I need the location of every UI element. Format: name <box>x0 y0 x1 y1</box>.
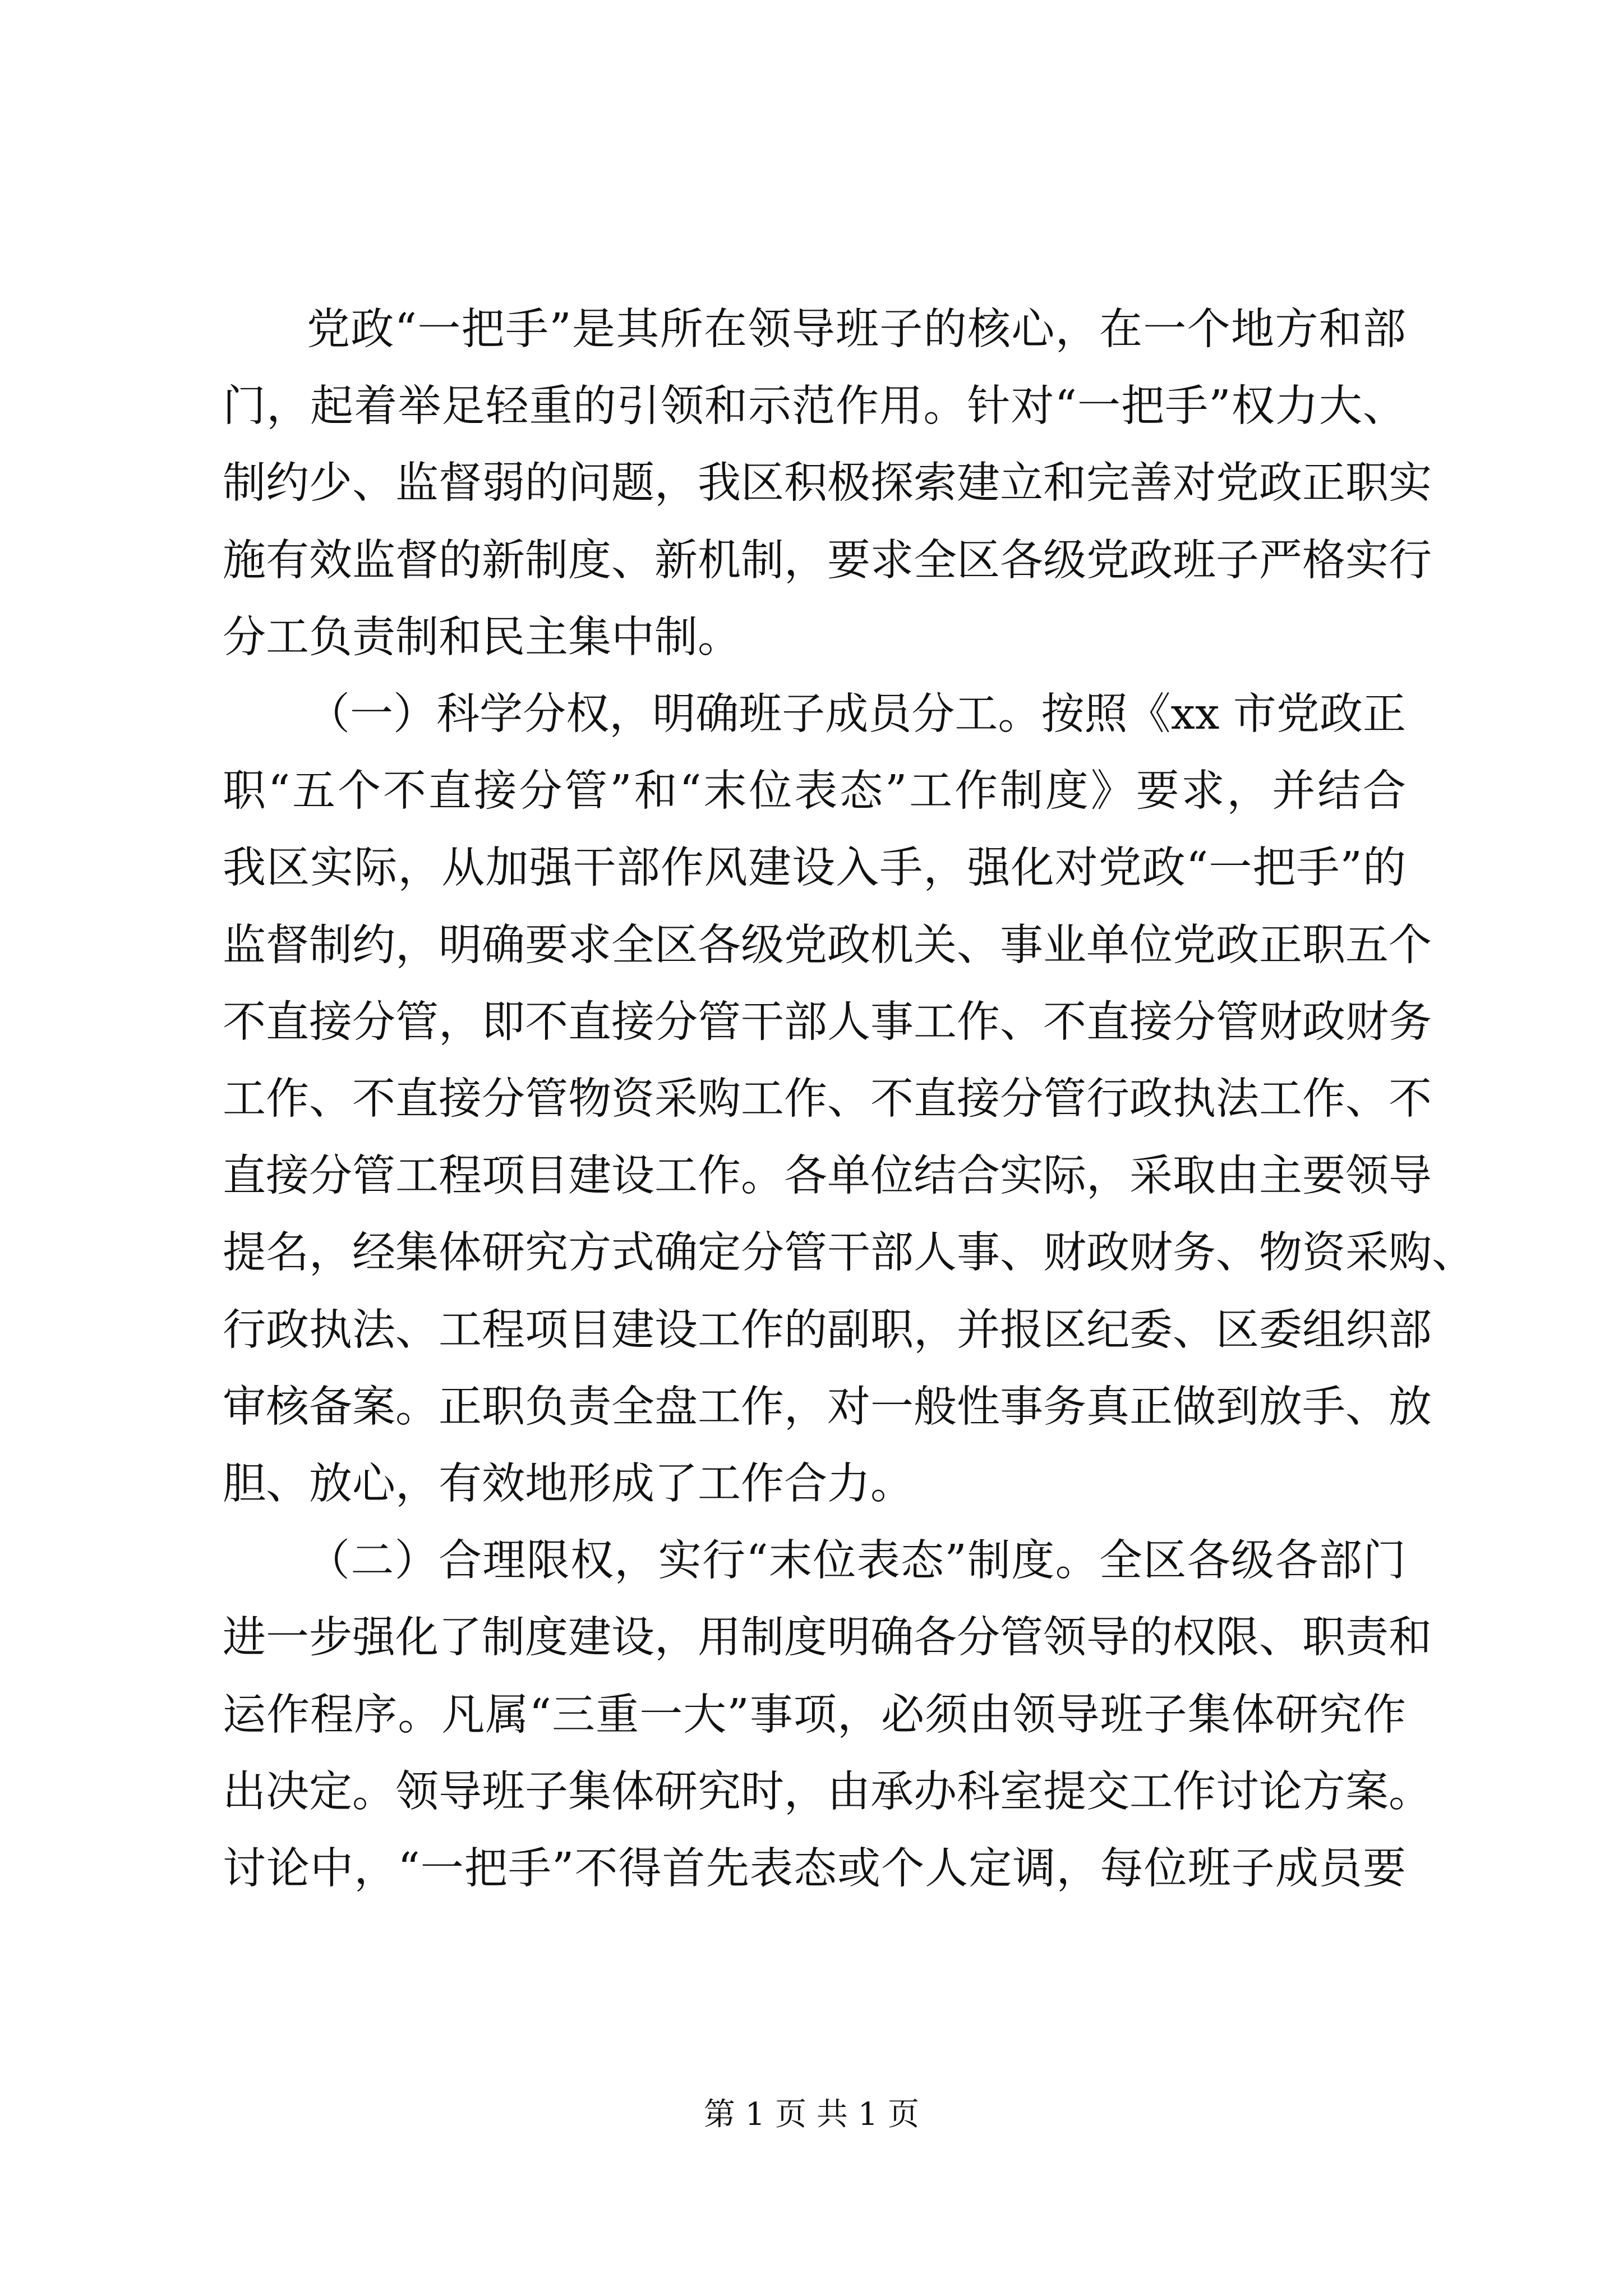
paragraph-1-line-4: 施有效监督的新制度、新机制，要求全区各级党政班子严格实行 <box>223 536 1432 586</box>
paragraph-3-line-2: 进一步强化了制度建设，用制度明确各分管领导的权限、职责和 <box>223 1613 1432 1663</box>
paragraph-3-line-5: 讨论中，“一把手”不得首先表态或个人定调，每位班子成员要 <box>223 1844 1406 1894</box>
paragraph-2-line-8: 提名，经集体研究方式确定分管干部人事、财政财务、物资采购、 <box>223 1228 1475 1278</box>
paragraph-2-line-5: 不直接分管，即不直接分管干部人事工作、不直接分管财政财务 <box>223 997 1432 1047</box>
paragraph-2-line-3: 我区实际，从加强干部作风建设入手，强化对党政“一把手”的 <box>223 843 1406 893</box>
page-number-footer: 第 1 页 共 1 页 <box>703 2096 920 2133</box>
paragraph-2-line-1: （一）科学分权，明确班子成员分工。按照《xx 市党政正 <box>307 689 1406 739</box>
paragraph-2-line-11: 胆、放心，有效地形成了工作合力。 <box>223 1459 914 1509</box>
paragraph-2-line-7: 直接分管工程项目建设工作。各单位结合实际，采取由主要领导 <box>223 1151 1432 1201</box>
paragraph-2-line-10: 审核备案。正职负责全盘工作，对一般性事务真正做到放手、放 <box>223 1382 1432 1432</box>
paragraph-2-line-6: 工作、不直接分管物资采购工作、不直接分管行政执法工作、不 <box>223 1074 1432 1124</box>
paragraph-3-line-3: 运作程序。凡属“三重一大”事项，必须由领导班子集体研究作 <box>223 1690 1406 1740</box>
paragraph-3-line-1: （二）合理限权，实行“末位表态”制度。全区各级各部门 <box>307 1536 1406 1586</box>
paragraph-1-line-3: 制约少、监督弱的问题，我区积极探索建立和完善对党政正职实 <box>223 458 1432 508</box>
paragraph-1-line-2: 门，起着举足轻重的引领和示范作用。针对“一把手”权力大、 <box>223 381 1406 431</box>
paragraph-1-line-1: 党政“一把手”是其所在领导班子的核心，在一个地方和部 <box>307 305 1406 355</box>
paragraph-2-line-4: 监督制约，明确要求全区各级党政机关、事业单位党政正职五个 <box>223 921 1432 970</box>
paragraph-2-line-2: 职“五个不直接分管”和“末位表态”工作制度》要求，并结合 <box>223 766 1406 816</box>
paragraph-3-line-4: 出决定。领导班子集体研究时，由承办科室提交工作讨论方案。 <box>223 1767 1432 1817</box>
paragraph-2-line-9: 行政执法、工程项目建设工作的副职，并报区纪委、区委组织部 <box>223 1305 1432 1355</box>
paragraph-1-line-5: 分工负责制和民主集中制。 <box>223 613 741 662</box>
